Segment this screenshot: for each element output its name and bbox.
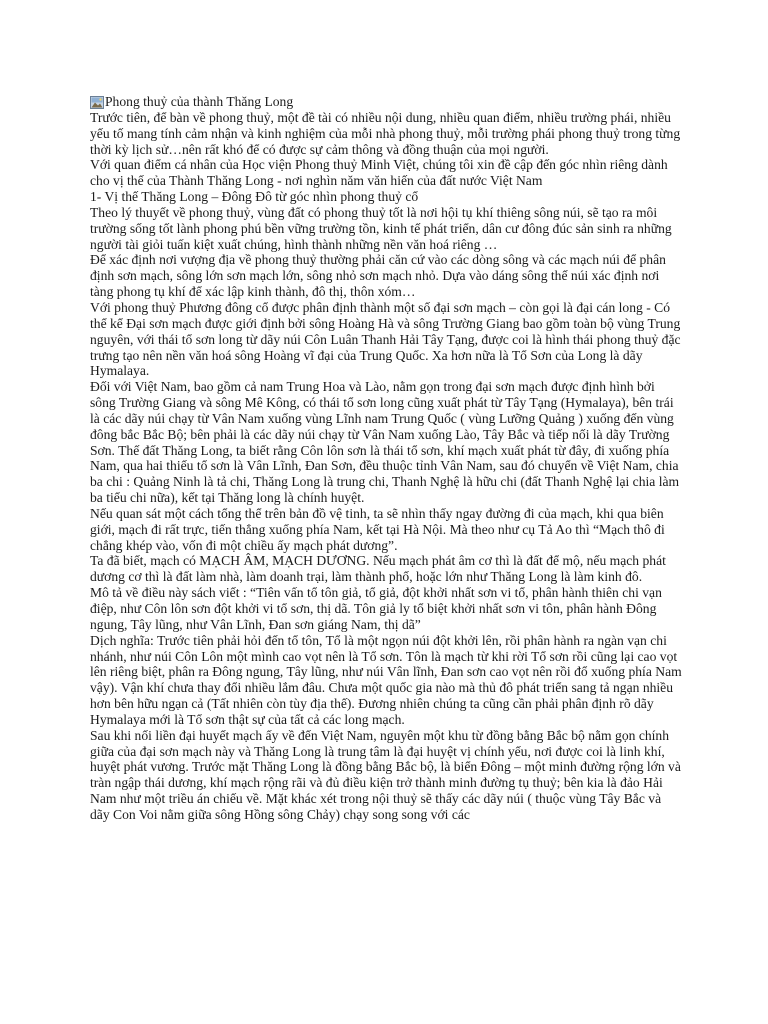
document-title: Phong thuỷ của thành Thăng Long bbox=[105, 94, 294, 109]
paragraph-satellite: Nếu quan sát một cách tổng thể trên bản đồ vệ tinh, ta sẽ nhìn thấy ngay đường đi của mạch, khi qua biên giới, mạch đi rất trực, tiến thẳng xuống phía Nam, kết tại Hà Nội. Mà theo như cụ Tả Ao thì “Mạch thô đi chẳng khép vào, vốn đi một chiều ấy mạch phát dương”. bbox=[90, 505, 665, 553]
paragraph-intro: Trước tiên, để bàn về phong thuỷ, một đề tài có nhiều nội dung, nhiều quan điểm, nhiều trường phái, nhiều yếu tố mang tính cảm nhận và kinh nghiệm của mỗi nhà phong thuỷ, mỗi trường phái phong thuỷ trong từng thời kỳ lịch sử…nên rất khó để có được sự cảm thông và đồng thuận của mọi người. bbox=[90, 109, 681, 157]
paragraph-determination: Để xác định nơi vượng địa về phong thuỷ thường phải căn cứ vào các dòng sông và các mạch núi để phân định sơn mạch, sông lớn sơn mạch lớn, sông nhỏ sơn mạch nhỏ. Dựa vào dáng sông thế núi xác định nơi tàng phong tụ khí để xác lập kinh thành, đô thị, thôn xóm… bbox=[90, 252, 666, 300]
article-image-icon bbox=[90, 96, 104, 109]
section-heading: 1- Vị thế Thăng Long – Đông Đô từ góc nhìn phong thuỷ cổ bbox=[90, 189, 419, 205]
paragraph-yin-yang: Ta đã biết, mạch có MẠCH ÂM, MẠCH DƯƠNG. Nếu mạch phát âm cơ thì là đất để mộ, nếu mạch phát dương cơ thì là đất làm nhà, làm doanh trại, làm thành phố, hoặc lớn như Thăng Long là làm kinh đô. bbox=[90, 553, 666, 585]
paragraph-translation: Dịch nghĩa: Trước tiên phải hỏi đến tổ tôn, Tổ là một ngọn núi đột khởi lên, rồi phân hành ra ngàn vạn chi nhánh, như núi Côn Lôn một mình cao vọt nên là Tổ sơn. Tôn là mạch từ khi rời Tổ sơn rồi cũng lại cao vọt lên riêng biệt, phân ra Đông ngung, Tây lũng, như núi Vân lĩnh, Đan sơn cao vọt nên rồi đổ xuống phía Nam vậy). Vận khí chưa thay đổi nhiều lắm đâu. Chưa một quốc gia nào mà thủ đô phát triển sang tả ngạn nhiều hơn bên hữu ngạn cả (Tất nhiên còn tùy địa thế). Đương nhiên chúng ta cũng cần phải phân định rõ dãy Hymalaya mới là Tổ sơn thật sự của tất cả các long mạch. bbox=[90, 632, 682, 727]
paragraph-theory: Theo lý thuyết về phong thuỷ, vùng đất có phong thuỷ tốt là nơi hội tụ khí thiêng sông núi, sẽ tạo ra môi trường sống tốt lành phong phú bền vững trường tồn, kinh tế phát triển, dân cư đông đúc sản sinh ra những người tài giỏi tuấn kiệt xuất chúng, hình thành những nền văn hoá riêng … bbox=[90, 204, 672, 252]
document-title-line bbox=[90, 94, 682, 110]
document-body bbox=[90, 94, 682, 823]
paragraph-eastern-fengshui: Với phong thuỷ Phương đông cổ được phân định thành một số đại sơn mạch – còn gọi là đại cán long - Có thể kể Đại sơn mạch được giới định bởi sông Hoàng Hà và sông Trường Giang bao gồm toàn bộ vùng Trung nguyên, với thái tổ sơn long từ dãy núi Côn Luân Thanh Hải Tây Tạng, được coi là hình thái phong thuỷ đặc trưng tạo nên nền văn hoá sông Hoàng vĩ đại của Trung Quốc. Xa hơn nữa là Tổ Sơn của Long là dãy Hymalaya. bbox=[90, 299, 681, 379]
paragraph-perspective: Với quan điểm cá nhân của Học viện Phong thuỷ Minh Việt, chúng tôi xin đề cập đến góc nhìn riêng dành cho vị thế của Thành Thăng Long - nơi nghìn năm văn hiến của đất nước Việt Nam bbox=[90, 157, 668, 189]
paragraph-great-vein: Sau khi nối liền đại huyết mạch ấy về đến Việt Nam, nguyên một khu từ đồng bằng Bắc bộ nằm gọn chính giữa của đại sơn mạch này và Thăng Long là trung tâm là đại huyệt vị chính yếu, nơi được coi là linh khí, huyệt phát vương. Trước mặt Thăng Long là đồng bằng Bắc bộ, là biển Đông – một minh đường rộng lớn và tràn ngập thái dương, khí mạch rộng rãi và đủ điều kiện trở thành minh đường tụ thuỷ; bên kia là đảo Hải Nam như một triều án chiếu về. Mặt khác xét trong nội thuỷ sẽ thấy các dãy núi ( thuộc vùng Tây Bắc và dãy Con Voi nằm giữa sông Hồng sông Chảy) chạy song song với các bbox=[90, 727, 681, 822]
paragraph-vietnam: Đối với Việt Nam, bao gồm cả nam Trung Hoa và Lào, nằm gọn trong đại sơn mạch được định hình bởi sông Trường Giang và sông Mê Kông, có thái tổ sơn long cũng xuất phát từ Tây Tạng (Hymalaya), bên trái là các dãy núi chạy từ Vân Nam xuống vùng Lĩnh nam Trung Quốc ( vùng Lưỡng Quảng ) xuống đến vùng đông bắc Bắc Bộ; bên phải là các dãy núi chạy từ Vân Nam xuống Lào, Tây Bắc và tiếp nối là dãy Trường Sơn. Thế đất Thăng Long, ta biết rằng Côn lôn sơn là thái tổ sơn, khí mạch xuất phát từ đây, đi xuống phía Nam, qua hai thiếu tổ sơn là Vân Lĩnh, Đan Sơn, đều thuộc tỉnh Vân Nam, sau đó chuyển về Việt Nam, chia ba chi : Quảng Ninh là tả chi, Thăng Long là trung chi, Thanh Nghệ là hữu chi (đất Thanh Nghệ lại chia làm ba tiểu chi nữa), kết tại Thăng long là chính huyệt. bbox=[90, 379, 680, 506]
paragraph-book-quote: Mô tả về điều này sách viết : “Tiên vấn tổ tôn giả, tổ giả, đột khởi nhất sơn vi tổ, phân hành thiên chi vạn điệp, như Côn lôn sơn đột khởi vi tổ sơn, thị dã. Tôn giả ly tổ biệt khởi nhất sơn vi tôn, phân hành Đông ngung, Tây lũng, như Vân Lĩnh, Đan sơn giáng Nam, thị dã” bbox=[90, 585, 662, 632]
